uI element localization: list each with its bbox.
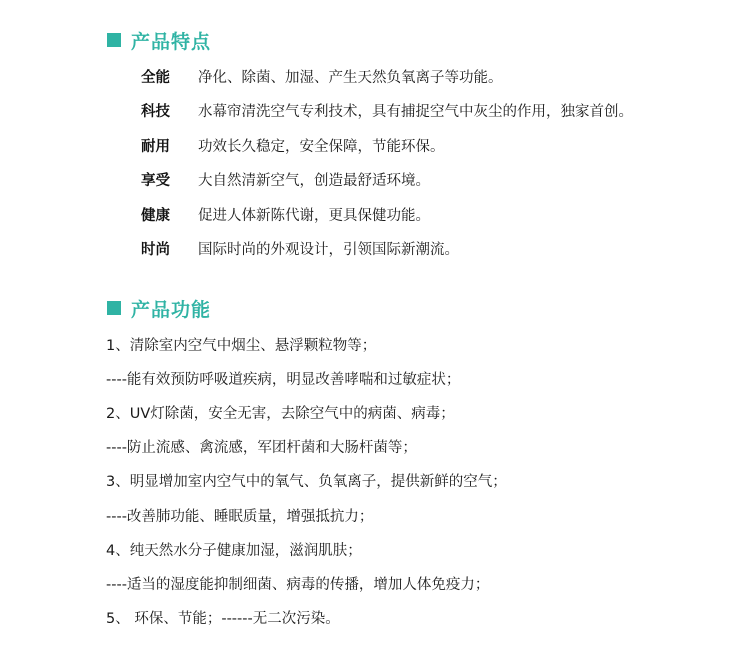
feature-label: 科技 [141, 103, 170, 120]
feature-text: 净化、除菌、加湿、产生天然负氧离子等功能。 [198, 69, 503, 86]
square-bullet-icon [107, 301, 121, 315]
function-line: ----改善肺功能、睡眠质量，增强抵抗力； [106, 508, 374, 525]
feature-text: 大自然清新空气，创造最舒适环境。 [198, 172, 430, 189]
feature-text: 国际时尚的外观设计，引领国际新潮流。 [198, 241, 459, 258]
feature-row-fashion [141, 237, 459, 259]
function-line: 1、清除室内空气中烟尘、悬浮颗粒物等； [106, 337, 377, 354]
feature-text: 功效长久稳定，安全保障，节能环保。 [198, 138, 445, 155]
function-line: 2、UV灯除菌，安全无害，去除空气中的病菌、病毒； [106, 405, 455, 422]
feature-row-all-round [141, 65, 503, 87]
feature-label: 耐用 [141, 138, 170, 155]
function-line: 5、 环保、节能；------无二次污染。 [106, 610, 340, 627]
function-line: ----防止流感、禽流感，军团杆菌和大肠杆菌等； [106, 439, 417, 456]
feature-row-durable [141, 134, 445, 156]
feature-row-technology [141, 99, 633, 121]
feature-label: 享受 [141, 172, 170, 189]
feature-label: 健康 [141, 207, 170, 224]
function-line: 3、明显增加室内空气中的氧气、负氧离子，提供新鲜的空气； [106, 473, 507, 490]
feature-label: 时尚 [141, 241, 170, 258]
feature-label: 全能 [141, 69, 170, 86]
feature-row-health [141, 203, 430, 225]
square-bullet-icon [107, 33, 121, 47]
functions-heading-text: 产品功能 [131, 298, 212, 321]
feature-row-enjoy [141, 168, 430, 190]
functions-heading [107, 294, 211, 322]
features-heading-text: 产品特点 [131, 30, 212, 53]
function-line: 4、纯天然水分子健康加湿，滋润肌肤； [106, 542, 362, 559]
features-heading [107, 26, 211, 54]
function-line: ----适当的湿度能抑制细菌、病毒的传播，增加人体免疫力； [106, 576, 490, 593]
feature-text: 水幕帘清洗空气专利技术，具有捕捉空气中灰尘的作用，独家首创。 [198, 103, 633, 120]
feature-text: 促进人体新陈代谢，更具保健功能。 [198, 207, 430, 224]
function-line: ----能有效预防呼吸道疾病，明显改善哮喘和过敏症状； [106, 371, 461, 388]
